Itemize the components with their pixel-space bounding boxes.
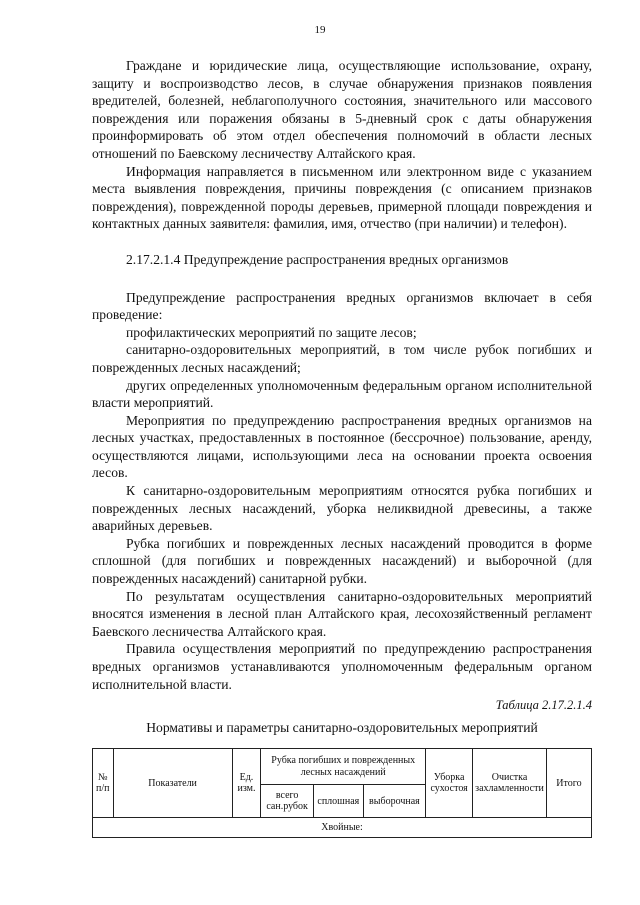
sanitary-measures-table — [92, 748, 592, 838]
header-felling-group: Рубка погибших и поврежденных лесных насаждений — [261, 749, 426, 785]
paragraph-list-item-3: других определенных уполномоченным федеральным органом исполнительной власти мероприятий. — [92, 377, 592, 411]
header-total-sanitary: всего сан.рубок — [261, 785, 314, 818]
paragraph-sanitary-measures: К санитарно-оздоровительным мероприятиям относятся рубка погибших и поврежденных лесных насаждений, уборка неликвидной древесины, а также аварийных деревьев. — [92, 483, 592, 534]
paragraph-list-item-2: санитарно-оздоровительных мероприятий, в том числе рубок погибших и поврежденных лесных насаждений; — [92, 342, 592, 375]
header-cleanup: Очистка захламленности — [473, 749, 547, 818]
paragraph-felling-forms: Рубка погибших и поврежденных лесных насаждений проводится в форме сплошной (для погибших и поврежденных насаждений) и выборочной (для поврежденных насаждений) санитарной рубки. — [92, 535, 592, 587]
header-total-result: Итого — [546, 749, 591, 818]
table-section-row: Хвойные: — [93, 818, 592, 838]
page-number: 19 — [314, 24, 326, 36]
header-unit: Ед. изм. — [232, 749, 261, 818]
section-heading: 2.17.2.1.4 Предупреждение распространения вредных организмов — [126, 251, 509, 267]
header-dead-wood: Уборка сухостоя — [426, 749, 473, 818]
paragraph-forest-plan-changes: По результатам осуществления санитарно-оздоровительных мероприятий вносятся изменения в лесной план Алтайского края, лесохозяйственный регламент Баевского лесничества Алтайского края. — [92, 588, 592, 639]
paragraph-prevention-intro: Предупреждение распространения вредных организмов включает в себя проведение: — [92, 289, 592, 323]
paragraph-citizens-obligation: Граждане и юридические лица, осуществляющие использование, охрану, защиту и воспроизводство лесов, в случае обнаружения признаков появления вредителей, болезней, неблагополучного состояния, значительного или массового повреждения или поражения обязаны в 5-дневный срок с даты обнаружения проинформировать об этом отдел обеспечения полномочий в области лесных отношений по Баевскому лесничеству Алтайского края. — [92, 58, 592, 161]
paragraph-lease-areas: Мероприятия по предупреждению распространения вредных организмов на лесных участках, предоставленных в постоянное (бессрочное) пользование, аренду, осуществляются лицами, использующими леса на основании проекта освоения лесов. — [92, 412, 592, 481]
paragraph-list-item-1: профилактических мероприятий по защите лесов; — [126, 324, 417, 340]
header-indicators: Показатели — [113, 749, 232, 818]
header-number: № п/п — [93, 749, 114, 818]
document-body — [92, 57, 592, 838]
header-clear-felling: сплошная — [313, 785, 363, 818]
paragraph-information-format: Информация направляется в письменном или электронном виде с указанием места выявления повреждения, причины повреждения (с описанием признаков повреждения), поврежденной породы деревьев, примерной площади повреждения и контактных данных заявителя: фамилия, имя, отчество (при наличии) и телефон). — [92, 163, 592, 232]
table-caption: Таблица 2.17.2.1.4 — [495, 698, 592, 713]
header-selective-felling: выборочная — [363, 785, 425, 818]
table-title: Нормативы и параметры санитарно-оздоровительных мероприятий — [146, 719, 538, 735]
paragraph-rules-authority: Правила осуществления мероприятий по предупреждению распространения вредных организмов устанавливаются уполномоченным федеральным органом исполнительной власти. — [92, 641, 592, 692]
